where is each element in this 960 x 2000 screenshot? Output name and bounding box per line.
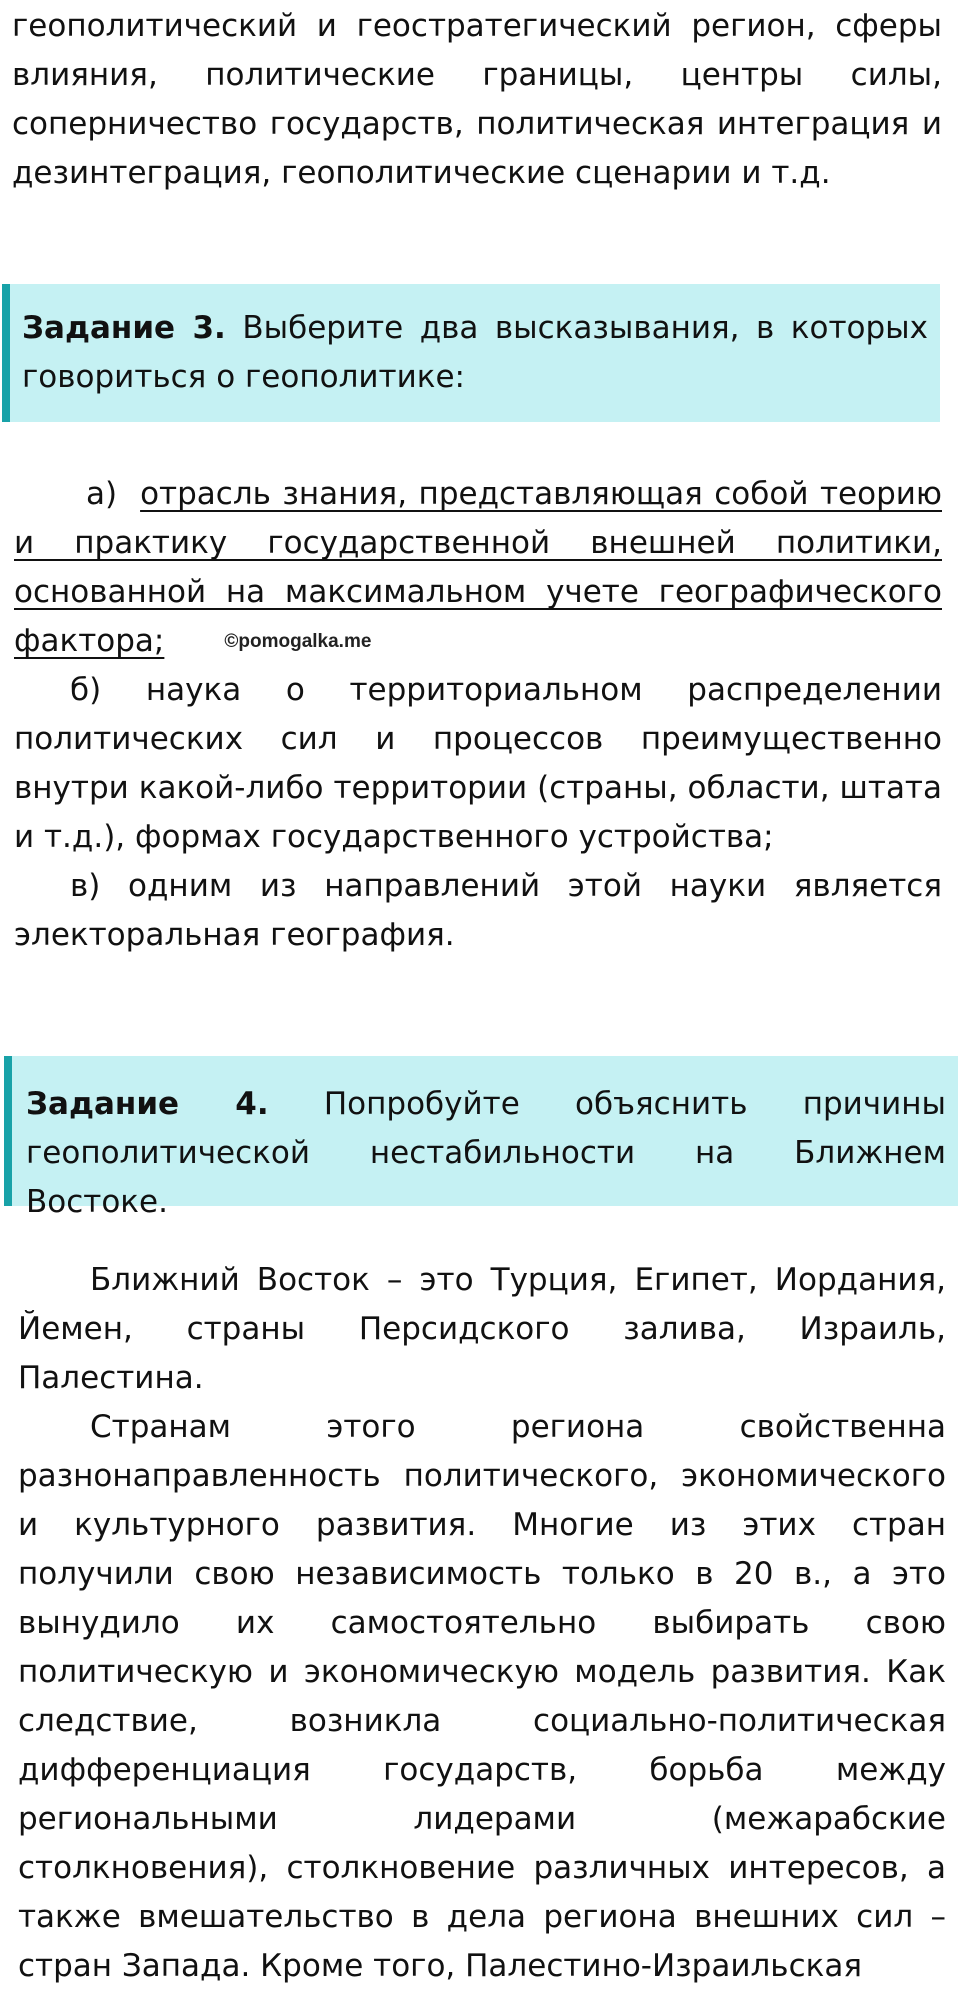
answer-a — [14, 470, 942, 666]
task-3-box — [2, 284, 940, 422]
answer-c: в) одним из направлений этой науки является электоральная география. — [14, 868, 942, 953]
pomogalka-watermark: ©pomogalka.me — [224, 631, 372, 652]
task-3-question: Выберите два высказывания, в которых говориться о геополитике: — [22, 310, 928, 395]
task-3-answers — [14, 470, 942, 960]
task-4-heading — [26, 1080, 946, 1227]
task-4-answer — [18, 1256, 946, 1991]
task-4-paragraph-2: Странам этого региона свойственна разнонаправленность политического, экономического и культурного развития. Многие из этих стран получили свою независимость только в 20 в., а это вынудило их самостоятельно выбирать свою политическую и экономическую модель развития. Как следствие, возникла социально-политическая дифференциация государств, борьба между региональными лидерами (межарабские столкновения), столкновение различных интересов, а также вмешательство в дела региона внешних сил – стран Запада. Кроме того, Палестино-Израильская — [18, 1409, 946, 1984]
task-4-box — [4, 1056, 958, 1220]
task-3-label: Задание 3. — [22, 310, 226, 346]
intro-paragraph: геополитический и геостратегический регион, сферы влияния, политические границы, центры силы, соперничество государств, политическая интеграция и дезинтеграция, геополитические сценарии и т.д. — [12, 8, 942, 191]
answer-a-text: отрасль знания, представляющая собой теорию и практику государственной внешней политики, основанной на максимальном учете географического фактора; — [14, 476, 942, 659]
task-4-label: Задание 4. — [26, 1086, 269, 1122]
answer-a-prefix: а) — [86, 476, 118, 512]
task-4-question: Попробуйте объяснить причины геополитической нестабильности на Ближнем Востоке. — [26, 1086, 947, 1220]
answer-b: б) наука о территориальном распределении политических сил и процессов преимущественно внутри какой-либо территории (страны, области, штата и т.д.), формах государственного устройства; — [14, 672, 942, 855]
task-4-paragraph-1: Ближний Восток – это Турция, Египет, Иордания, Йемен, страны Персидского залива, Израиль, Палестина. — [18, 1262, 946, 1396]
task-3-heading — [22, 304, 928, 402]
